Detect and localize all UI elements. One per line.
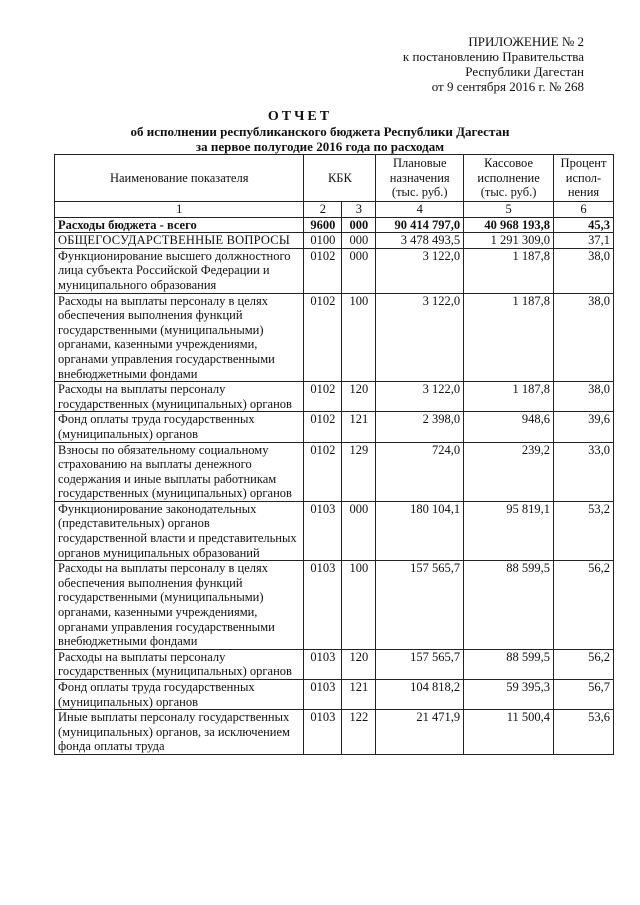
row-percent: 53,2 [554,501,614,560]
table-header-row [55,155,614,202]
row-name: Взносы по обязательному социальному страхованию на выплаты денежного содержания и иные выплаты работникам государственных (муниципальных) органов [55,442,304,501]
row-cash: 59 395,3 [464,680,554,710]
row-percent: 56,2 [554,561,614,650]
row-percent: 38,0 [554,248,614,293]
appendix-line-4: от 9 сентября 2016 г. № 268 [431,79,584,94]
row-kbk-type: 121 [342,680,376,710]
row-percent: 45,3 [554,217,614,233]
row-kbk-section: 0102 [304,382,342,412]
table-row [55,293,614,382]
row-planned: 3 478 493,5 [376,233,464,249]
row-kbk-type: 100 [342,293,376,382]
row-percent: 39,6 [554,412,614,442]
table-row [55,412,614,442]
row-name: Расходы на выплаты персоналу государственных (муниципальных) органов [55,649,304,679]
table-row [55,442,614,501]
row-percent: 37,1 [554,233,614,249]
row-percent: 38,0 [554,382,614,412]
row-kbk-section: 0102 [304,248,342,293]
report-period: за первое полугодие 2016 года по расходам [195,139,445,154]
row-kbk-type: 122 [342,710,376,755]
row-name: Расходы бюджета - всего [55,217,304,233]
row-kbk-type: 120 [342,649,376,679]
row-kbk-type: 000 [342,501,376,560]
row-kbk-type: 129 [342,442,376,501]
row-kbk-section: 0103 [304,710,342,755]
row-planned: 157 565,7 [376,561,464,650]
row-name: Фонд оплаты труда государственных (муниципальных) органов [55,680,304,710]
row-cash: 88 599,5 [464,649,554,679]
colnum: 1 [55,202,304,218]
row-name: Расходы на выплаты персоналу в целях обеспечения выполнения функций государственными (муниципальными) органами, казенными учреждениями, органами управления государственными внебюджетными фондами [55,293,304,382]
row-kbk-section: 0102 [304,442,342,501]
row-kbk-section: 0103 [304,561,342,650]
row-planned: 180 104,1 [376,501,464,560]
header-name: Наименование показателя [55,155,304,202]
row-planned: 104 818,2 [376,680,464,710]
row-kbk-section: 0103 [304,649,342,679]
appendix-line-3: Республики Дагестан [465,64,584,79]
row-kbk-type: 120 [342,382,376,412]
row-kbk-type: 000 [342,217,376,233]
row-cash: 1 187,8 [464,293,554,382]
row-kbk-section: 0102 [304,293,342,382]
header-cash: Кассовое исполнение (тыс. руб.) [464,155,554,202]
row-cash: 1 291 309,0 [464,233,554,249]
table-row [55,382,614,412]
appendix-block [403,34,584,94]
report-title: ОТЧЕТ [267,109,333,124]
row-name: Расходы на выплаты персоналу в целях обеспечения выполнения функций государственными (муниципальными) органами, казенными учреждениями, органами управления государственными внебюджетными фондами [55,561,304,650]
row-kbk-section: 9600 [304,217,342,233]
row-cash: 40 968 193,8 [464,217,554,233]
row-percent: 56,7 [554,680,614,710]
row-name: Иные выплаты персоналу государственных (муниципальных) органов, за исключением фонда оплаты труда [55,710,304,755]
row-cash: 948,6 [464,412,554,442]
colnum: 5 [464,202,554,218]
colnum: 3 [342,202,376,218]
row-percent: 33,0 [554,442,614,501]
row-kbk-type: 000 [342,233,376,249]
table-body [55,202,614,755]
colnum: 6 [554,202,614,218]
row-cash: 1 187,8 [464,248,554,293]
table-row [55,710,614,755]
colnum: 4 [376,202,464,218]
table-row [55,248,614,293]
row-name: Фонд оплаты труда государственных (муниципальных) органов [55,412,304,442]
row-name: Функционирование законодательных (представительных) органов государственной власти и представительных органов муниципальных образований [55,501,304,560]
row-planned: 90 414 797,0 [376,217,464,233]
column-number-row [55,202,614,218]
table-row [55,680,614,710]
row-planned: 21 471,9 [376,710,464,755]
row-kbk-section: 0102 [304,412,342,442]
table-row [55,217,614,233]
header-planned: Плановые назначения (тыс. руб.) [376,155,464,202]
row-name: Расходы на выплаты персоналу государственных (муниципальных) органов [55,382,304,412]
row-percent: 56,2 [554,649,614,679]
table-row [55,561,614,650]
header-kbk: КБК [304,155,376,202]
row-planned: 724,0 [376,442,464,501]
row-percent: 53,6 [554,710,614,755]
row-kbk-section: 0103 [304,501,342,560]
row-kbk-section: 0100 [304,233,342,249]
row-name: ОБЩЕГОСУДАРСТВЕННЫЕ ВОПРОСЫ [55,233,304,249]
appendix-line-2: к постановлению Правительства [402,49,584,64]
row-kbk-section: 0103 [304,680,342,710]
expenditure-table [54,154,614,755]
header-percent: Процент испол-нения [554,155,614,202]
report-subtitle: об исполнении республиканского бюджета Республики Дагестан [130,124,510,139]
row-percent: 38,0 [554,293,614,382]
row-cash: 11 500,4 [464,710,554,755]
row-planned: 157 565,7 [376,649,464,679]
row-cash: 95 819,1 [464,501,554,560]
colnum: 2 [304,202,342,218]
row-planned: 3 122,0 [376,293,464,382]
row-cash: 239,2 [464,442,554,501]
row-planned: 2 398,0 [376,412,464,442]
table-row [55,649,614,679]
row-cash: 1 187,8 [464,382,554,412]
appendix-line-1: ПРИЛОЖЕНИЕ № 2 [468,34,584,49]
table-row [55,233,614,249]
row-cash: 88 599,5 [464,561,554,650]
row-planned: 3 122,0 [376,382,464,412]
table-row [55,501,614,560]
row-kbk-type: 100 [342,561,376,650]
row-planned: 3 122,0 [376,248,464,293]
row-name: Функционирование высшего должностного лица субъекта Российской Федерации и муниципального образования [55,248,304,293]
row-kbk-type: 000 [342,248,376,293]
row-kbk-type: 121 [342,412,376,442]
